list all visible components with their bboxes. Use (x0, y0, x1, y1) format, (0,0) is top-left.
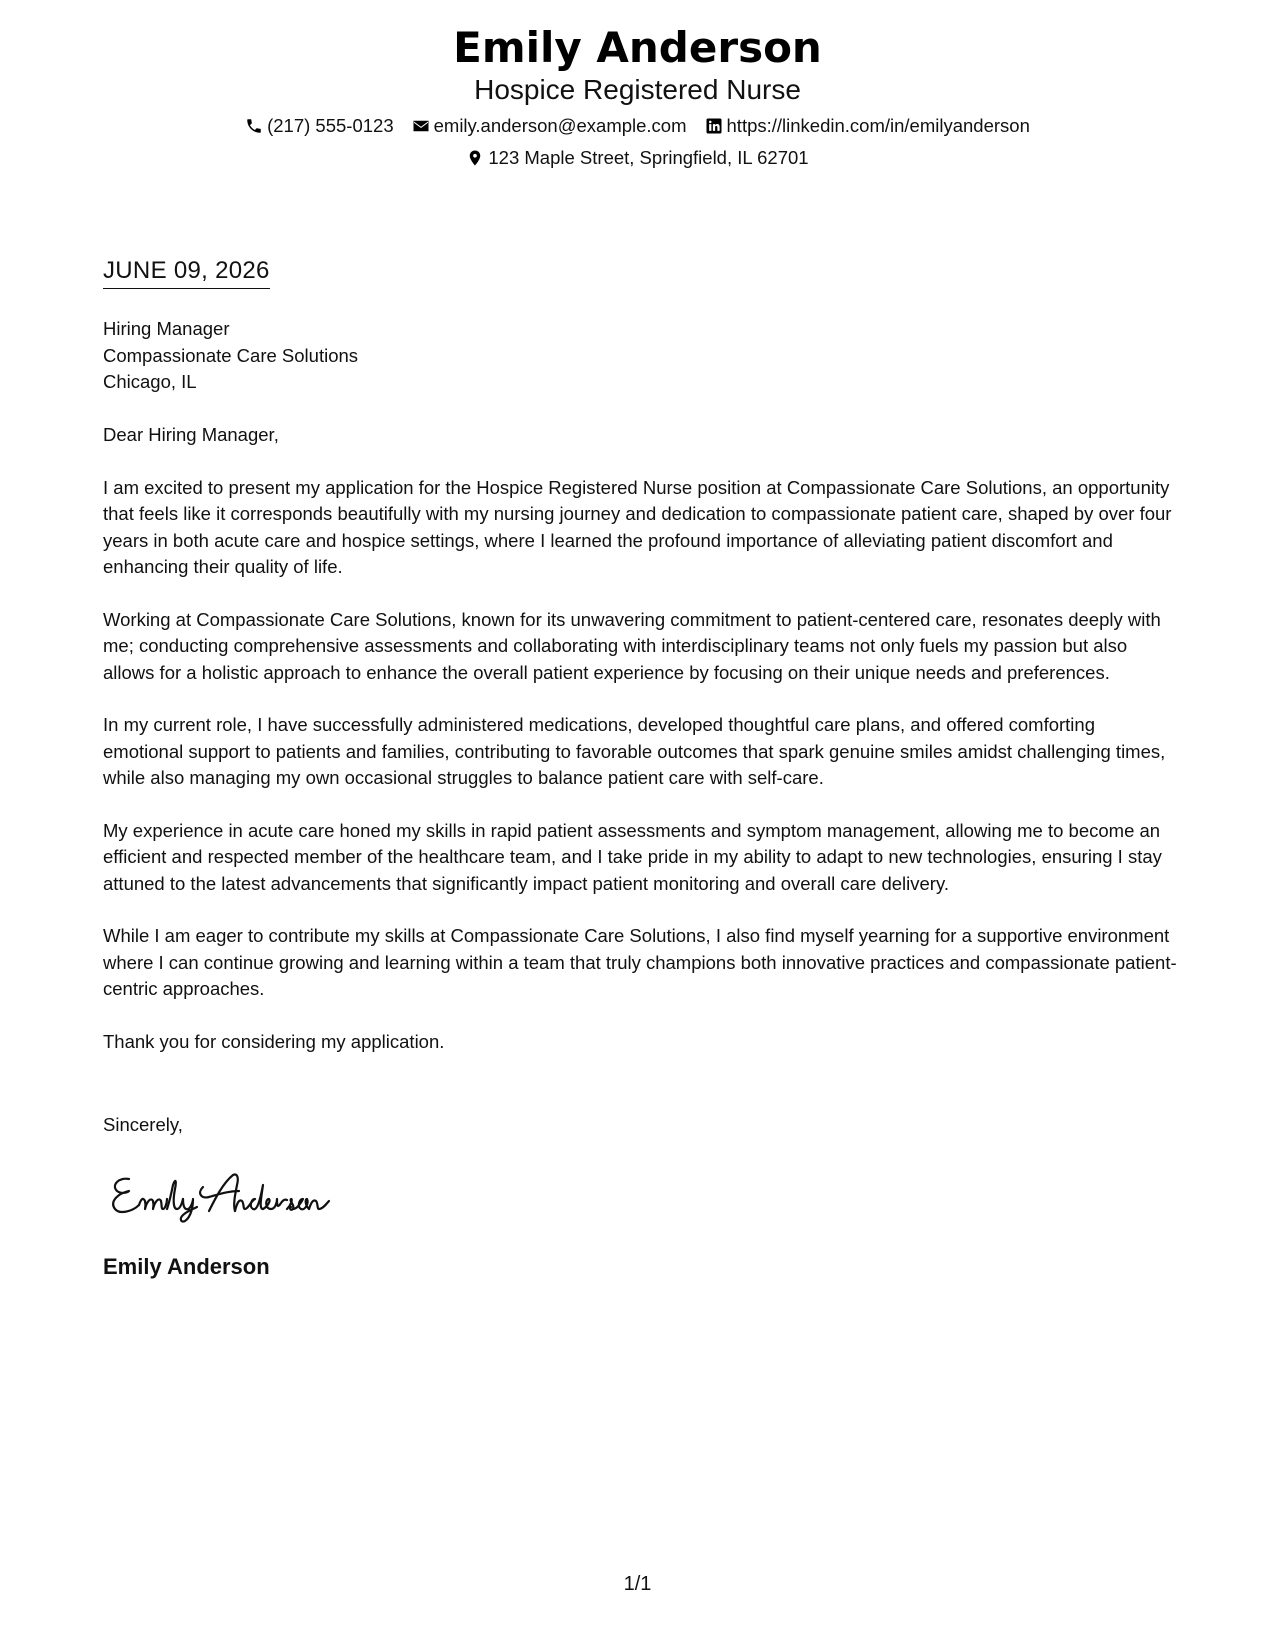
signed-name: Emily Anderson (103, 1254, 270, 1279)
page-number: 1/1 (623, 1573, 652, 1595)
paragraph-1: I am excited to present my application for the Hospice Registered Nurse position at Compassionate Care Solutions, an opportunity that feels like it corresponds beautifully with my nursing journey and dedication to compassionate patient care, shaped by over four years in both acute care and hospice settings, where I learned the profound importance of alleviating patient discomfort and enhancing their quality of life. (103, 476, 1172, 577)
linkedin-contact[interactable] (705, 114, 1030, 138)
closing: Sincerely, (103, 1114, 183, 1135)
recipient-block (103, 316, 358, 396)
letter-header (0, 22, 1275, 170)
recipient-location: Chicago, IL (103, 371, 197, 392)
letter-date: JUNE 09, 2026 (103, 256, 270, 289)
contact-row-secondary (0, 146, 1275, 170)
contact-row-primary (0, 114, 1275, 138)
paragraph-3: In my current role, I have successfully administered medications, developed thoughtful care plans, and offered comforting emotional support to patients and families, contributing to favorable outcomes that spark genuine smiles amidst challenging times, while also managing my own occasional struggles to balance patient care with self-care. (103, 714, 1166, 788)
phone-icon (245, 117, 263, 135)
recipient-company: Compassionate Care Solutions (103, 344, 359, 366)
address-contact (466, 146, 808, 170)
phone-contact[interactable] (245, 114, 394, 138)
recipient-name: Hiring Manager (103, 318, 230, 339)
envelope-icon (412, 117, 430, 135)
map-marker-icon (466, 149, 484, 167)
job-title: Hospice Registered Nurse (474, 74, 801, 105)
applicant-name: Emily Anderson (453, 23, 822, 72)
paragraph-4: My experience in acute care honed my skills in rapid patient assessments and symptom management, allowing me to become an efficient and respected member of the healthcare team, and I take pride in my ability to adapt to new technologies, ensuring I stay attuned to the latest advancements that significantly impact patient monitoring and overall care delivery. (103, 819, 1162, 894)
salutation: Dear Hiring Manager, (103, 424, 279, 445)
phone-text: (217) 555-0123 (267, 115, 394, 136)
paragraph-thanks: Thank you for considering my application. (103, 1030, 445, 1052)
email-text: emily.anderson@example.com (433, 115, 687, 136)
handwritten-signature (105, 1165, 365, 1225)
address-text: 123 Maple Street, Springfield, IL 62701 (488, 147, 809, 168)
letter-body (103, 422, 1178, 1081)
linkedin-text: https://linkedin.com/in/emilyanderson (726, 115, 1030, 136)
paragraph-5: While I am eager to contribute my skills at Compassionate Care Solutions, I also find myself yearning for a supportive environment where I can continue growing and learning within a team that truly champions both innovative practices and compassionate patient-centric approaches. (103, 925, 1177, 999)
email-contact[interactable] (412, 114, 687, 138)
paragraph-2: Working at Compassionate Care Solutions, known for its unwavering commitment to patient-centered care, resonates deeply with me; conducting comprehensive assessments and collaborating with interdisciplinary teams not only fuels my passion but also allows for a holistic approach to enhance the overall patient experience by focusing on their unique needs and preferences. (103, 608, 1161, 683)
linkedin-icon (705, 117, 723, 135)
